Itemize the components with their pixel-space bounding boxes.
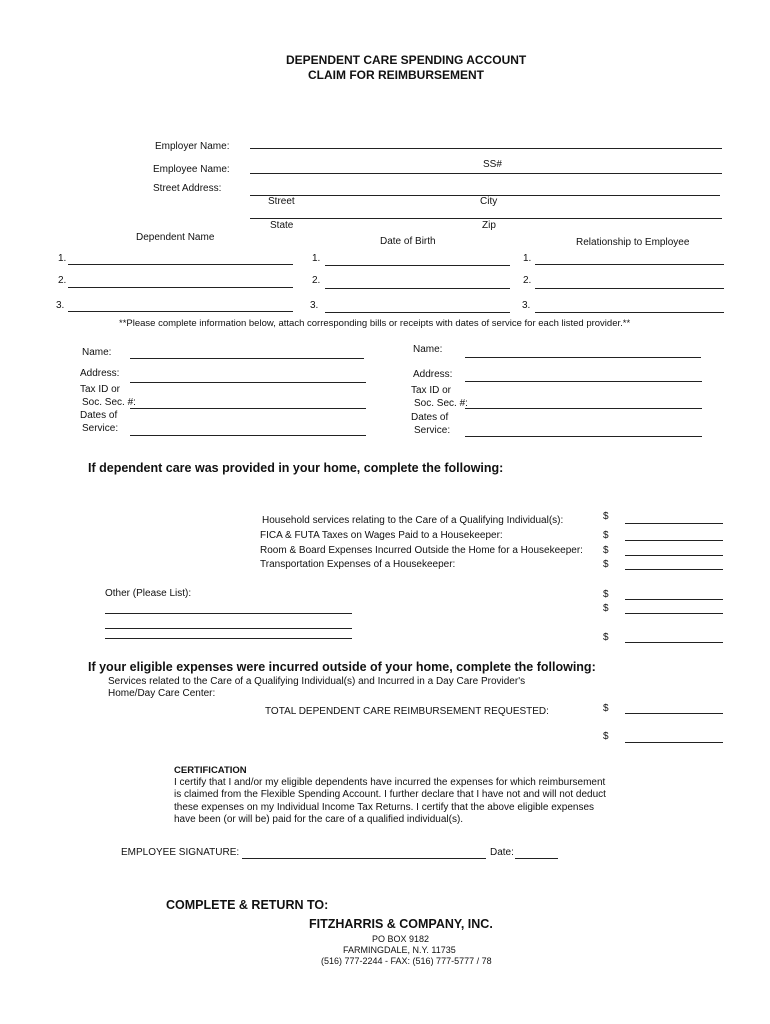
provider-1-tax-id-label: Tax ID or [80,384,121,395]
provider-1-tax-id-field[interactable] [130,408,366,409]
relationship-row-number: 2. [523,275,532,286]
provider-2-name-label: Name: [413,344,443,355]
fica-futa-label: FICA & FUTA Taxes on Wages Paid to a Housekeeper: [260,530,503,541]
signature-date-field[interactable] [515,858,558,859]
state-sublabel: State [270,220,294,231]
street-sublabel: Street [268,196,295,207]
dollar-sign: $ [603,603,609,614]
dollar-sign: $ [603,731,609,742]
other-amount-2-field[interactable] [625,613,723,614]
transportation-amount-field[interactable] [625,569,723,570]
household-services-label: Household services relating to the Care of a Qualifying Individual(s): [262,515,564,526]
title-line-1: DEPENDENT CARE SPENDING ACCOUNT [286,53,527,67]
dob-row-number: 2. [312,275,321,286]
street-address-label: Street Address: [153,183,222,194]
provider-2-tax-id-field[interactable] [465,408,702,409]
other-line-1-field[interactable] [105,613,352,614]
dependent-row-number: 3. [56,300,65,311]
employee-name-label: Employee Name: [153,164,230,175]
dependent-1-relationship-field[interactable] [535,264,724,265]
dependent-3-relationship-field[interactable] [535,312,724,313]
relationship-header: Relationship to Employee [576,237,690,248]
services-line-2: Home/Day Care Center: [108,688,216,699]
provider-1-name-label: Name: [82,347,112,358]
in-home-subtotal-field[interactable] [625,642,723,643]
services-line-1: Services related to the Care of a Qualifying Individual(s) and Incurred in a Day Care Provider's [108,676,526,687]
city-sublabel: City [480,196,498,207]
provider-2-address-label: Address: [413,369,453,380]
other-amount-1-field[interactable] [625,599,723,600]
other-line-2-field[interactable] [105,628,352,629]
employer-name-field[interactable] [250,148,722,149]
dependent-3-dob-field[interactable] [325,312,510,313]
relationship-row-number: 3. [522,300,531,311]
provider-2-dates-field[interactable] [465,436,702,437]
transportation-label: Transportation Expenses of a Housekeeper: [260,559,456,570]
dependent-name-header: Dependent Name [136,232,215,243]
dob-row-number: 1. [312,253,321,264]
dollar-sign: $ [603,545,609,556]
zip-sublabel: Zip [482,220,496,231]
dollar-sign: $ [603,632,609,643]
provider-2-dates-of-label: Dates of [411,412,449,423]
po-box: PO BOX 9182 [372,934,430,944]
fica-futa-amount-field[interactable] [625,540,723,541]
certification-heading: CERTIFICATION [174,765,247,776]
total-amount-field[interactable] [625,742,723,743]
provider-1-soc-sec-label: Soc. Sec. #: [82,397,136,408]
relationship-row-number: 1. [523,253,532,264]
provider-2-tax-id-label: Tax ID or [411,385,452,396]
employer-name-label: Employer Name: [155,141,230,152]
provider-1-dates-of-label: Dates of [80,410,118,421]
dependent-1-dob-field[interactable] [325,265,510,266]
date-label: Date: [490,847,514,858]
dollar-sign: $ [603,703,609,714]
provider-1-dates-field[interactable] [130,435,366,436]
state-zip-field[interactable] [250,218,722,219]
dependent-1-name-field[interactable] [68,264,293,265]
certification-line-2: is claimed from the Flexible Spending Account. I further declare that I have not and will not deduct [174,789,606,800]
dependent-row-number: 2. [58,275,67,286]
provider-2-name-field[interactable] [465,357,701,358]
dependent-2-name-field[interactable] [68,287,293,288]
provider-2-address-field[interactable] [465,381,702,382]
ss-label: SS# [483,159,502,170]
provider-2-service-label: Service: [414,425,451,436]
dollar-sign: $ [603,530,609,541]
household-services-amount-field[interactable] [625,523,723,524]
provider-instruction: **Please complete information below, attach corresponding bills or receipts with dates of service for each listed provider.** [119,318,631,329]
title-line-2: CLAIM FOR REIMBURSEMENT [308,68,484,82]
dob-row-number: 3. [310,300,319,311]
dollar-sign: $ [603,559,609,570]
day-care-amount-field[interactable] [625,713,723,714]
certification-line-3: these expenses on my Individual Income Tax Returns. I certify that the above eligible expenses [174,802,595,813]
dependent-row-number: 1. [58,253,67,264]
date-of-birth-header: Date of Birth [380,236,436,247]
employee-signature-label: EMPLOYEE SIGNATURE: [121,847,240,858]
room-board-label: Room & Board Expenses Incurred Outside the Home for a Housekeeper: [260,545,583,556]
dollar-sign: $ [603,511,609,522]
employee-name-field[interactable] [250,173,722,174]
certification-line-1: I certify that I and/or my eligible dependents have incurred the expenses for which reimbursement [174,777,606,788]
other-label: Other (Please List): [105,588,192,599]
dependent-2-relationship-field[interactable] [535,288,724,289]
provider-2-soc-sec-label: Soc. Sec. #: [414,398,468,409]
phone-fax: (516) 777-2244 - FAX: (516) 777-5777 / 78 [321,956,492,966]
company-name: FITZHARRIS & COMPANY, INC. [309,917,493,931]
in-home-heading: If dependent care was provided in your home, complete the following: [88,461,504,475]
provider-1-address-label: Address: [80,368,120,379]
provider-1-name-field[interactable] [130,358,364,359]
dollar-sign: $ [603,589,609,600]
certification-line-4: have been (or will be) paid for the care of a qualified individual(s). [174,814,464,825]
company-city: FARMINGDALE, N.Y. 11735 [343,945,456,955]
dependent-3-name-field[interactable] [68,311,293,312]
room-board-amount-field[interactable] [625,555,723,556]
employee-signature-field[interactable] [242,858,486,859]
return-heading: COMPLETE & RETURN TO: [166,898,329,912]
total-reimbursement-label: TOTAL DEPENDENT CARE REIMBURSEMENT REQUESTED: [265,706,549,717]
dependent-2-dob-field[interactable] [325,288,510,289]
outside-home-heading: If your eligible expenses were incurred outside of your home, complete the following: [88,660,596,674]
provider-1-service-label: Service: [82,423,119,434]
other-line-3-field[interactable] [105,638,352,639]
provider-1-address-field[interactable] [130,382,366,383]
